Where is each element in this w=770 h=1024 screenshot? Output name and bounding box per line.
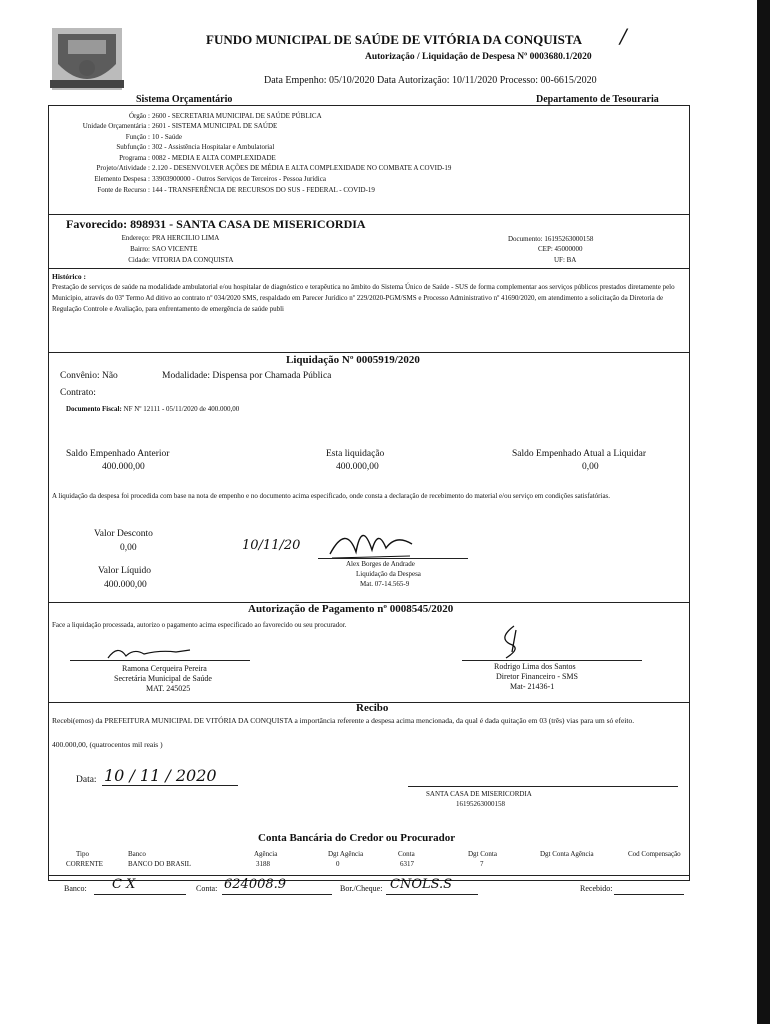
conta-value-conta: 6317 (400, 860, 414, 868)
budget-label-7: Fonte de Recurso : (97, 186, 150, 194)
conta-value-agencia: 3188 (256, 860, 270, 868)
right-signer-role: Diretor Financeiro - SMS (496, 672, 578, 681)
signer-name: Alex Borges de Andrade (346, 560, 415, 568)
conta-header-dgt-conta-agencia: Dgt Conta Agência (540, 850, 594, 858)
right-signer-name: Rodrigo Lima dos Santos (494, 662, 576, 671)
recibo-data-label: Data: (76, 775, 97, 785)
recibo-payee-doc: 16195263000158 (456, 800, 505, 808)
esta-liquidacao-value: 400.000,00 (336, 462, 379, 472)
conta-value-dgt-agencia: 0 (336, 860, 340, 868)
cep: CEP: 45000000 (538, 245, 583, 253)
conta-header-dgt-conta: Dgt Conta (468, 850, 497, 858)
conta-value-tipo: CORRENTE (66, 860, 103, 868)
recibo-amount: 400.000,00, (quatrocentos mil reais ) (52, 740, 163, 749)
autorizacao-text: Face a liquidação processada, autorizo o pagamento acima especificado ao favorecido ou seu procurador. (52, 621, 347, 629)
historico-label: Histórico : (52, 272, 86, 281)
conta-header-agencia: Agência (254, 850, 278, 858)
esta-liquidacao-label: Esta liquidação (326, 449, 385, 459)
liquido-label: Valor Líquido (98, 566, 152, 576)
conta-label: Conta: (196, 884, 218, 893)
budget-label-3: Subfunção : (116, 143, 150, 151)
convenio: Convênio: Não (60, 371, 118, 381)
conta-hand: 624008.9 (224, 877, 287, 892)
budget-value-2: 10 - Saúde (152, 133, 182, 141)
conta-header-cod: Cod Compensação (628, 850, 681, 858)
budget-label-2: Função : (125, 133, 150, 141)
left-signer-name: Ramona Cerqueira Pereira (122, 664, 207, 673)
declaracao: A liquidação da despesa foi procedida com base na nota de empenho e no documento acima especificado, onde consta a declaração de recebimento do material e/ou serviço em condições satisfatórias. (52, 492, 611, 500)
conta-value-dgt-conta: 7 (480, 860, 484, 868)
conta-value-banco: BANCO DO BRASIL (128, 860, 192, 868)
left-signer-mat: MAT. 245025 (146, 684, 191, 693)
saldo-atual-value: 0,00 (582, 462, 599, 472)
liquidacao-title: Liquidação Nº 0005919/2020 (286, 354, 420, 366)
budget-value-5: 2.120 - DESENVOLVER AÇÕES DE MÉDIA E ALTA COMPLEXIDADE NO COMBATE A COVID-19 (152, 164, 452, 172)
bairro-value: SAO VICENTE (152, 245, 198, 253)
banco-label: Banco: (64, 884, 87, 893)
budget-label-6: Elemento Despesa : (94, 175, 150, 183)
modalidade: Modalidade: Dispensa por Chamada Pública (162, 371, 332, 381)
document-title: FUNDO MUNICIPAL DE SAÚDE DE VITÓRIA DA CONQUISTA (206, 32, 582, 47)
favorecido-title: Favorecido: 898931 - SANTA CASA DE MISERICORDIA (66, 217, 366, 231)
documento-fiscal: Documento Fiscal: NF Nº 12111 - 05/11/2020 de 400.000,00 (66, 405, 240, 413)
recibo-title: Recibo (356, 702, 389, 714)
recibo-text: Recebi(emos) da PREFEITURA MUNICIPAL DE VITÓRIA DA CONQUISTA a importância referente a despesa acima mencionada, da qual é dada quitação em 03 (três) vias para um só efeito. (52, 716, 635, 725)
endereco-label: Endereço: (121, 234, 150, 242)
recibo-payee: SANTA CASA DE MISERICORDIA (426, 790, 532, 798)
historico-text: Prestação de serviços de saúde na modalidade ambulatorial e/ou hospitalar de diagnóstico e terapêutica no âmbito do Sistema Único de Saúde - SUS de forma complementar aos serviços públicos prestados diretamente pelo Município, através do 03º Termo Ad ditivo ao contrato nº 034/2020 SMS, respaldado em Parecer Jurídico nº 229/2020-PGM/SMS e Processo Administrativo nº 41690/2020, em atendimento a solicitação da Diretoria de Regulação Controle e Avaliação, para enfrentamento de emergência de saúde publi (52, 283, 675, 313)
bor-hand: CNOLS.S (390, 877, 453, 892)
conta-header-banco: Banco (128, 850, 146, 858)
endereco-value: PRA HERCILIO LIMA (152, 234, 220, 242)
conta-header-conta: Conta (398, 850, 415, 858)
budget-label-0: Órgão : (128, 112, 150, 120)
signer-role: Liquidação da Despesa (356, 570, 421, 578)
budget-label-5: Projeto/Atividade : (96, 164, 150, 172)
saldo-anterior-label: Saldo Empenhado Anterior (66, 449, 170, 459)
budget-value-0: 2600 - SECRETARIA MUNICIPAL DE SAÚDE PÚBLICA (152, 112, 322, 120)
document-subtitle: Autorização / Liquidação de Despesa Nº 0003680.1/2020 (365, 52, 592, 62)
checkmark: / (620, 24, 627, 48)
scan-edge (757, 0, 770, 1024)
uf: UF: BA (554, 256, 577, 264)
banco-hand: C X (112, 877, 136, 892)
conta-header-tipo: Tipo (76, 850, 89, 858)
dates-line: Data Empenho: 05/10/2020 Data Autorização: 10/11/2020 Processo: 00-6615/2020 (264, 75, 597, 86)
cidade-value: VITORIA DA CONQUISTA (152, 256, 234, 264)
section-left: Sistema Orçamentário (136, 94, 233, 105)
budget-value-3: 302 - Assistência Hospitalar e Ambulatorial (152, 143, 275, 151)
section-right: Departamento de Tesouraria (536, 94, 659, 105)
left-signer-role: Secretária Municipal de Saúde (114, 674, 212, 683)
cidade-label: Cidade: (128, 256, 150, 264)
handwritten-date: 10/11/20 (242, 538, 301, 553)
recibo-data-hand: 10 / 11 / 2020 (104, 766, 217, 785)
contrato: Contrato: (60, 388, 96, 398)
saldo-anterior-value: 400.000,00 (102, 462, 145, 472)
bor-label: Bor./Cheque: (340, 884, 383, 893)
budget-label-1: Unidade Orçamentária : (82, 122, 150, 130)
autorizacao-title: Autorização de Pagamento nº 0008545/2020 (248, 603, 454, 615)
desconto-value: 0,00 (120, 543, 137, 553)
budget-value-6: 33903900000 - Outros Serviços de Terceiros - Pessoa Jurídica (152, 175, 326, 183)
budget-value-4: 0082 - MEDIA E ALTA COMPLEXIDADE (152, 154, 276, 162)
bairro-label: Bairro: (130, 245, 150, 253)
recebido-label: Recebido: (580, 884, 613, 893)
budget-value-7: 144 - TRANSFERÊNCIA DE RECURSOS DO SUS - FEDERAL - COVID-19 (152, 186, 375, 194)
signer-mat: Mat. 07-14.565-9 (360, 580, 410, 588)
budget-label-4: Programa : (119, 154, 150, 162)
documento: Documento: 16195263000158 (508, 235, 594, 243)
saldo-atual-label: Saldo Empenhado Atual a Liquidar (512, 449, 647, 459)
desconto-label: Valor Desconto (94, 529, 153, 539)
conta-header-dgt-agencia: Dgt Agência (328, 850, 364, 858)
budget-value-1: 2601 - SISTEMA MUNICIPAL DE SAÚDE (152, 122, 278, 130)
liquido-value: 400.000,00 (104, 580, 147, 590)
right-signer-mat: Mat- 21436-1 (510, 682, 555, 691)
conta-title: Conta Bancária do Credor ou Procurador (258, 832, 456, 844)
municipal-crest-icon (46, 24, 128, 96)
